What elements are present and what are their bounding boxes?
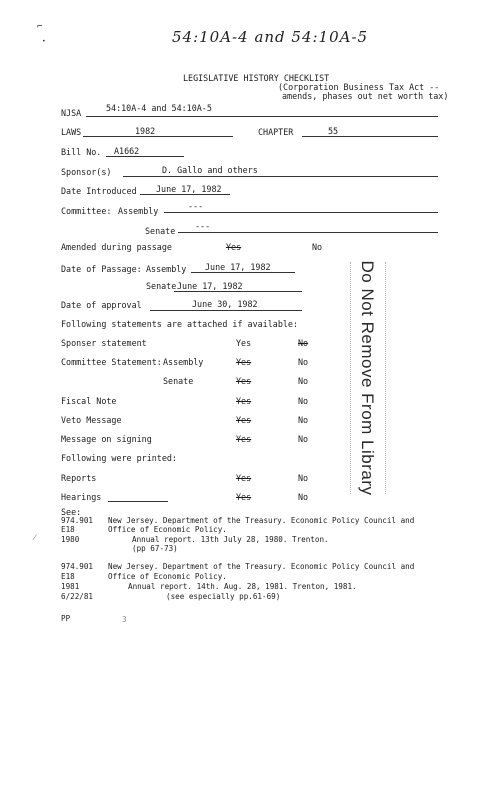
date-introduced-value: June 17, 1982 [156, 184, 222, 194]
ref2-line-3: Annual report. 14th. Aug. 28, 1981. Trenton, 1981. [128, 582, 357, 591]
reports-label: Reports [61, 473, 97, 483]
ref1-line-4: (pp 67-73) [132, 544, 178, 553]
laws-line [83, 136, 233, 137]
sponsor-statement-yes: Yes [236, 338, 252, 348]
signing-message-yes: Yes [236, 434, 252, 444]
sponsor-line [123, 176, 438, 177]
checklist-title: LEGISLATIVE HISTORY CHECKLIST [183, 73, 330, 83]
amended-yes: Yes [226, 242, 242, 252]
bill-value: A1662 [114, 146, 140, 156]
reports-no: No [298, 473, 309, 483]
ref2-line-4: (see especially pp.61-69) [166, 592, 281, 601]
fiscal-note-yes: Yes [236, 396, 252, 406]
committee-statement-assembly-label: Assembly [163, 357, 204, 367]
printed-heading: Following were printed: [61, 453, 177, 463]
approval-label: Date of approval [61, 300, 142, 310]
date-introduced-line [140, 194, 230, 195]
approval-value: June 30, 1982 [192, 299, 258, 309]
committee-assembly-label: Assembly [118, 206, 159, 216]
passage-assembly-line [191, 272, 295, 273]
veto-message-label: Veto Message [61, 415, 122, 425]
signing-message-no: No [298, 434, 309, 444]
passage-assembly-value: June 17, 1982 [205, 262, 271, 272]
sponsor-value: D. Gallo and others [162, 165, 258, 175]
committee-statement-assembly-no: No [298, 357, 309, 367]
chapter-label: CHAPTER [258, 127, 294, 137]
njsa-line [86, 116, 438, 117]
committee-statement-senate-yes: Yes [236, 376, 252, 386]
signing-message-label: Message on signing [61, 434, 152, 444]
approval-line [150, 310, 302, 311]
margin-tick: ⁄ [34, 533, 36, 542]
committee-assembly-line [164, 212, 438, 213]
checklist-subtitle-1: (Corporation Business Tax Act -- [278, 82, 440, 92]
bill-label: Bill No. [61, 147, 102, 157]
passage-senate-value: June 17, 1982 [177, 281, 243, 291]
committee-senate-line [178, 232, 438, 233]
library-stamp: Do Not Remove From Library [358, 260, 377, 496]
ref1-call-2: E18 [61, 525, 75, 534]
amended-label: Amended during passage [61, 242, 172, 252]
margin-mark: ⌐ [37, 22, 43, 32]
sponsor-label: Sponsor(s) [61, 167, 112, 177]
fiscal-note-no: No [298, 396, 309, 406]
committee-statement-assembly-yes: Yes [236, 357, 252, 367]
committee-senate-value: --- [195, 221, 211, 231]
ref2-call-1: 974.901 [61, 562, 94, 571]
passage-senate-line [174, 291, 302, 292]
committee-statement-label: Committee Statement: [61, 357, 162, 367]
ref1-call-3: 1980 [61, 535, 80, 544]
reports-yes: Yes [236, 473, 252, 483]
chapter-value: 55 [328, 126, 339, 136]
footer-code: 3 [122, 615, 127, 624]
amended-no: No [312, 242, 323, 252]
njsa-label: NJSA [61, 108, 82, 118]
fiscal-note-label: Fiscal Note [61, 396, 117, 406]
committee-assembly-value: --- [188, 201, 204, 211]
committee-senate-label: Senate [145, 226, 176, 236]
bill-line [106, 156, 184, 157]
passage-assembly-label: Assembly [146, 264, 187, 274]
handwritten-title: 54:10A-4 and 54:10A-5 [172, 28, 369, 46]
laws-value: 1982 [135, 126, 156, 136]
ref1-line-2: Office of Economic Policy. [108, 525, 227, 534]
ref1-line-1: New Jersey. Department of the Treasury. Economic Policy Council and [108, 516, 415, 525]
ref1-line-3: Annual report. 13th July 28, 1980. Trenton. [132, 535, 329, 544]
footer-initials: PP [61, 614, 71, 623]
laws-label: LAWS [61, 127, 82, 137]
njsa-value: 54:10A-4 and 54:10A-5 [106, 103, 212, 113]
chapter-line [302, 136, 438, 137]
committee-statement-senate-no: No [298, 376, 309, 386]
ref1-call-1: 974.901 [61, 516, 94, 525]
margin-dot: • [42, 38, 46, 45]
passage-senate-label: Senate [146, 281, 177, 291]
see-label: See: [61, 507, 82, 517]
sponsor-statement-no: No [298, 338, 309, 348]
ref2-call-4: 6/22/81 [61, 592, 94, 601]
passage-label: Date of Passage: [61, 264, 142, 274]
hearings-line [108, 501, 168, 502]
sponsor-statement-label: Sponser statement [61, 338, 147, 348]
attached-heading: Following statements are attached if available: [61, 319, 298, 329]
checklist-subtitle-2: amends, phases out net worth tax) [282, 91, 449, 101]
hearings-label: Hearings [61, 492, 102, 502]
date-introduced-label: Date Introduced [61, 186, 137, 196]
hearings-no: No [298, 492, 309, 502]
veto-message-no: No [298, 415, 309, 425]
committee-label: Committee: [61, 206, 112, 216]
ref2-call-3: 1981 [61, 582, 80, 591]
ref2-line-1: New Jersey. Department of the Treasury. Economic Policy Council and [108, 562, 415, 571]
hearings-yes: Yes [236, 492, 252, 502]
ref2-call-2: E18 [61, 572, 75, 581]
veto-message-yes: Yes [236, 415, 252, 425]
ref2-line-2: Office of Economic Policy. [108, 572, 227, 581]
committee-statement-senate-label: Senate [163, 376, 194, 386]
